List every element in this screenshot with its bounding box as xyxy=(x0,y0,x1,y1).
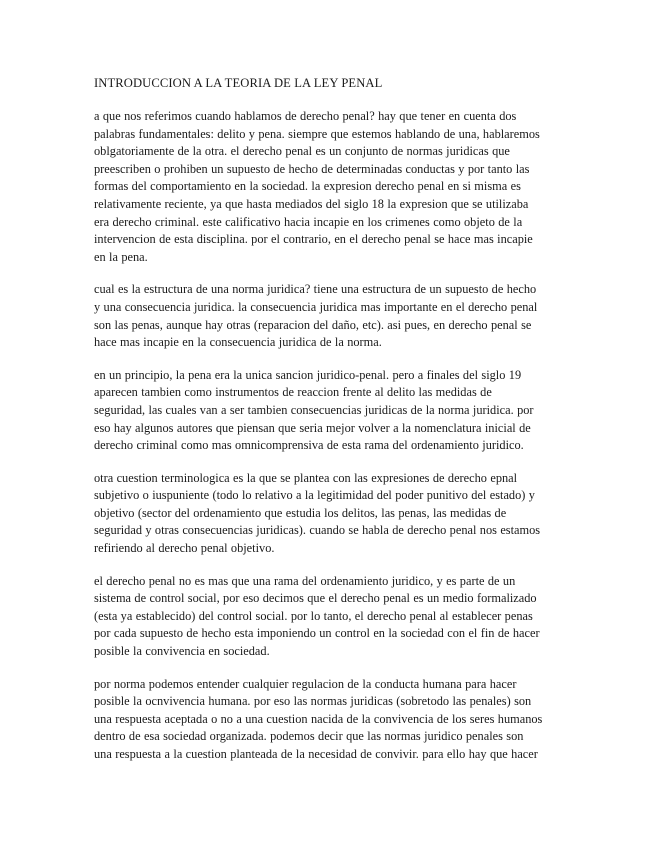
text-line: intervencion de esta disciplina. por el contrario, en el derecho penal se hace mas incapie xyxy=(94,232,533,247)
document-body xyxy=(94,74,546,779)
text-line: preescriben o prohiben un supuesto de hecho de determinadas conductas y por tanto las xyxy=(94,161,530,176)
text-line: el derecho penal no es mas que una rama del ordenamiento juridico, y es parte de un xyxy=(94,573,516,588)
paragraph-6 xyxy=(94,676,546,764)
text-line: una respuesta a la cuestion planteada de la necesidad de convivir. para ello hay que hacer xyxy=(94,747,538,761)
text-line: en la pena. xyxy=(94,249,148,264)
text-line: otra cuestion terminologica es la que se plantea con las expresiones de derecho epnal xyxy=(94,470,518,485)
text-line: hace mas incapie en la consecuencia juridica de la norma. xyxy=(94,335,382,350)
paragraph-1 xyxy=(94,108,546,266)
text-line: eso hay algunos autores que piensan que seria mejor volver a la nomenclatura inicial de xyxy=(94,420,531,435)
text-line: oblgatoriamente de la otra. el derecho penal es un conjunto de normas juridicas que xyxy=(94,144,510,159)
text-line: una respuesta aceptada o no a una cuestion nacida de la convivencia de los seres humanos xyxy=(94,711,543,726)
text-line: refiriendo al derecho penal objetivo. xyxy=(94,541,275,556)
text-line: por norma podemos entender cualquier regulacion de la conducta humana para hacer xyxy=(94,676,517,691)
document-title: INTRODUCCION A LA TEORIA DE LA LEY PENAL xyxy=(94,76,383,90)
paragraph-2 xyxy=(94,281,546,351)
text-line: objetivo (sector del ordenamiento que estudia los delitos, las penas, las medidas de xyxy=(94,505,507,520)
text-line: seguridad, las cuales van a ser tambien consecuencias juridicas de la norma juridica. por xyxy=(94,402,534,417)
text-line: cual es la estructura de una norma juridica? tiene una estructura de un supuesto de hecho xyxy=(94,282,537,297)
text-line: en un principio, la pena era la unica sancion juridico-penal. pero a finales del siglo 19 xyxy=(94,367,522,382)
text-line: (esta ya establecido) del control social. por lo tanto, el derecho penal al establecer penas xyxy=(94,608,533,623)
paragraph-4 xyxy=(94,470,546,558)
text-line: relativamente reciente, ya que hasta mediados del siglo 18 la expresion que se utilizaba xyxy=(94,196,529,211)
paragraph-3 xyxy=(94,367,546,455)
text-line: seguridad y otras consecuencias juridicas). cuando se habla de derecho penal nos estamos xyxy=(94,523,541,538)
text-line: sistema de control social, por eso decimos que el derecho penal es un medio formalizado xyxy=(94,591,537,606)
text-line: dentro de esa sociedad organizada. podemos decir que las normas juridico penales son xyxy=(94,729,524,744)
text-line: a que nos referimos cuando hablamos de derecho penal? hay que tener en cuenta dos xyxy=(94,109,517,123)
text-line: subjetivo o iuspuniente (todo lo relativo a la legitimidad del poder punitivo del estado) y xyxy=(94,488,535,503)
text-line: derecho criminal como mas omnicomprensiva de esta rama del ordenamiento juridico. xyxy=(94,438,524,453)
text-line: son las penas, aunque hay otras (reparacion del daño, etc). asi pues, en derecho penal se xyxy=(94,317,532,332)
text-line: posible la ocnvivencia humana. por eso las normas juridicas (sobretodo las penales) son xyxy=(94,694,532,709)
text-line: formas del comportamiento en la sociedad. la expresion derecho penal en si misma es xyxy=(94,179,521,194)
text-line: era derecho criminal. este calificativo hacia incapie en los crimenes como objeto de la xyxy=(94,214,523,229)
paragraph-5 xyxy=(94,573,546,661)
text-line: por cada supuesto de hecho esta imponiendo un control en la sociedad con el fin de hacer xyxy=(94,626,540,641)
text-line: aparecen tambien como instrumentos de reaccion frente al delito las medidas de xyxy=(94,385,492,400)
text-line: y una consecuencia juridica. la consecuencia juridica mas importante en el derecho penal xyxy=(94,299,538,314)
text-line: posible la convivencia en sociedad. xyxy=(94,644,270,659)
text-line: palabras fundamentales: delito y pena. siempre que estemos hablando de una, hablaremos xyxy=(94,126,540,141)
